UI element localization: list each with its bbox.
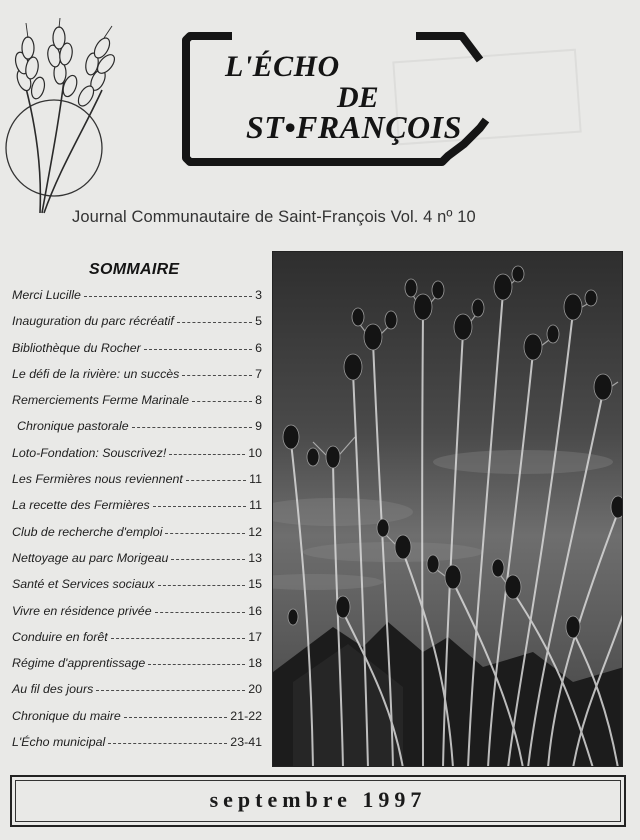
toc-item-page: 23-41 [230,735,262,750]
toc-item [12,446,262,472]
toc-item [12,472,262,498]
toc-item-page: 20 [248,682,262,697]
toc-item-label: Club de recherche d'emploi [12,524,163,539]
toc-item-label: Conduire en forêt [12,629,108,644]
toc-leader [192,401,252,402]
toc-item-page: 15 [248,577,262,592]
toc-item-page: 11 [249,498,262,513]
toc-item [12,341,262,367]
toc-item-label: Merci Lucille [12,288,81,302]
toc-item [12,604,262,630]
toc-item-page: 16 [248,603,262,618]
toc-item-page: 6 [255,340,262,355]
toc-leader [124,717,227,718]
masthead-title-line3: ST•FRANÇOIS [246,109,462,145]
toc-item-page: 18 [248,656,262,671]
toc-leader [169,454,245,455]
toc-leader [158,585,246,586]
toc-item-label: Bibliothèque du Rocher [12,340,141,355]
toc-item-label: La recette des Fermières [12,498,150,513]
toc-item-label: Inauguration du parc récréatif [12,314,174,329]
toc-leader [108,743,227,744]
toc-item [12,288,262,314]
toc-leader [144,349,252,350]
toc-item [12,551,262,577]
toc-item-label: Le défi de la rivière: un succès [12,366,180,381]
toc-item [12,735,262,761]
toc-item [12,709,262,735]
toc-heading: SOMMAIRE [89,261,180,278]
toc-leader [186,480,246,481]
toc-leader [171,559,245,560]
toc-leader [155,612,246,613]
toc-item-page: 9 [255,419,262,434]
toc-item-label: Les Fermières nous reviennent [12,472,183,487]
toc-item-label: Chronique du maire [12,708,121,723]
toc-item-label: Régime d'apprentissage [12,656,146,671]
masthead-title-line1: L'ÉCHO [225,50,340,83]
toc-item-page: 10 [248,445,262,460]
toc-item-page: 21-22 [230,708,262,723]
toc-item-label: L'Écho municipal [12,735,106,750]
toc-item-page: 12 [248,524,262,539]
toc-leader [84,296,252,297]
toc-item-page: 13 [248,550,262,565]
toc-item-page: 7 [255,366,262,381]
toc-item-label: Chronique pastorale [17,419,129,434]
toc-leader [148,664,245,665]
toc-item-label: Vivre en résidence privée [12,603,152,618]
masthead-title-line2: DE [337,81,379,114]
toc-item-label: Loto-Fondation: Souscrivez! [12,445,167,460]
toc-leader [96,690,245,691]
toc-leader [177,322,252,323]
toc-item [12,314,262,340]
date-banner [10,775,626,827]
toc-item-label: Au fil des jours [12,682,94,697]
toc-item [12,656,262,682]
toc-leader [182,375,252,376]
toc-item [12,577,262,603]
toc-item-page: 17 [248,629,262,644]
toc-item-page: 3 [255,288,262,302]
teasel-plants-photo [272,251,623,767]
wheat-icon [2,18,127,218]
toc-leader [111,638,245,639]
issue-date: septembre 1997 [209,787,427,812]
toc-item-label: Remerciements Ferme Marinale [12,393,189,408]
toc-item [12,682,262,708]
toc-item-label: Santé et Services sociaux [12,577,155,592]
toc-item [12,393,262,419]
toc-leader [153,506,246,507]
toc-leader [132,427,253,428]
table-of-contents [12,288,262,761]
toc-item [12,498,262,524]
toc-item [12,419,262,445]
toc-item-page: 11 [249,472,262,487]
toc-item [12,367,262,393]
toc-leader [165,533,245,534]
journal-subtitle: Journal Communautaire de Saint-François Vol. 4 nº 10 [72,208,476,226]
toc-item-label: Nettoyage au parc Morigeau [12,550,169,565]
toc-item-page: 8 [255,393,262,408]
toc-item [12,525,262,551]
toc-item [12,630,262,656]
toc-item-page: 5 [255,314,262,329]
